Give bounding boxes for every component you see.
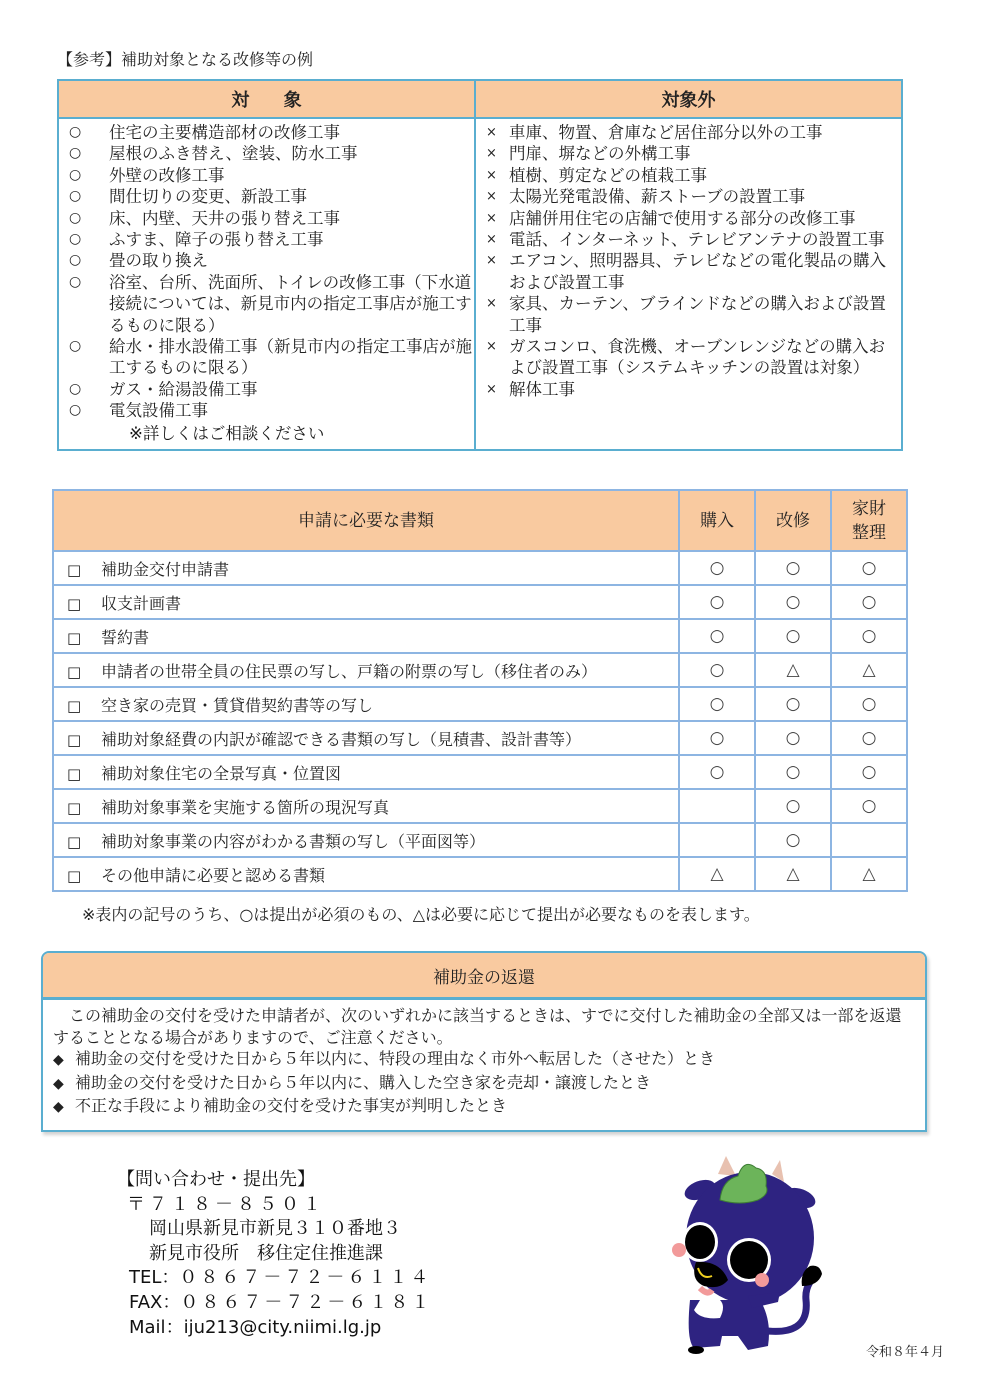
document-name-cell (53, 653, 679, 687)
circle-icon: ○ (69, 252, 82, 269)
table-row (53, 619, 907, 653)
cross-icon: × (486, 296, 497, 312)
ineligible-list (476, 119, 901, 449)
list-item: ○ 給水・排水設備工事（新見市内の指定工事店が施工するものに限る） (59, 336, 474, 379)
purchase-mark: △ (679, 857, 755, 891)
eligible-note: ※詳しくはご相談ください (129, 423, 325, 443)
document-name: 補助対象住宅の全景写真・位置図 (101, 763, 342, 783)
cross-icon: × (486, 146, 497, 162)
circle-icon: ○ (69, 338, 82, 355)
purchase-mark (679, 823, 755, 857)
circle-icon: ○ (69, 380, 82, 397)
circle-icon: ○ (69, 231, 82, 248)
list-item: × 電話、インターネット、テレビアンテナの設置工事 (476, 229, 901, 250)
purchase-mark: ○ (679, 687, 755, 721)
issue-date: 令和８年４月 (866, 1345, 945, 1360)
document-name: 補助金交付申請書 (101, 559, 230, 579)
list-item: × 車庫、物置、倉庫など居住部分以外の工事 (476, 122, 901, 143)
document-name: 補助対象事業を実施する箇所の現況写真 (101, 797, 390, 817)
renovation-mark: ○ (755, 585, 831, 619)
header-household: 家財 整理 (831, 490, 907, 551)
repayment-intro: この補助金の交付を受けた申請者が、次のいずれかに該当するときは、すでに交付した補助金の全部又は一部を返還することとなる場合がありますので、ご注意ください。 (53, 1006, 902, 1047)
reference-table (57, 79, 903, 451)
circle-icon: ○ (69, 145, 82, 162)
checkbox-icon[interactable]: □ (67, 798, 82, 817)
address: 岡山県新見市新見３１０番地３ (149, 1218, 401, 1240)
repayment-title: 補助金の返還 (43, 953, 925, 1000)
document-name: 補助対象経費の内訳が確認できる書類の写し（見積書、設計書等） (101, 729, 582, 749)
cross-icon: × (486, 232, 497, 248)
circle-icon: ○ (69, 188, 82, 205)
purchase-mark: ○ (679, 551, 755, 585)
mascot-cheek-left (672, 1243, 686, 1257)
list-item: ○ 住宅の主要構造部材の改修工事 (59, 122, 474, 143)
diamond-icon: ◆ (53, 1052, 64, 1069)
renovation-mark: ○ (755, 721, 831, 755)
checkbox-icon[interactable]: □ (67, 560, 82, 579)
postal-code: 〒７１８－８５０１ (127, 1193, 325, 1215)
household-mark: △ (831, 653, 907, 687)
cross-icon: × (486, 167, 497, 183)
circle-icon: ○ (69, 273, 82, 290)
list-item: × 植樹、剪定などの植栽工事 (476, 165, 901, 186)
checkbox-icon[interactable]: □ (67, 764, 82, 783)
list-item: ◆ 補助金の交付を受けた日から５年以内に、特段の理由なく市外へ転居した（させた）とき (53, 1048, 913, 1072)
cross-icon: × (486, 125, 497, 140)
repayment-body (43, 1000, 925, 1119)
document-name: 収支計画書 (101, 593, 182, 613)
household-mark: ○ (831, 789, 907, 823)
table-row (53, 857, 907, 891)
checkbox-icon[interactable]: □ (67, 832, 82, 851)
cross-icon: × (486, 381, 497, 397)
purchase-mark: ○ (679, 755, 755, 789)
list-item: ○ 浴室、台所、洗面所、トイレの改修工事（下水道接続については、新見市内の指定工事店が施工するものに限る） (59, 272, 474, 336)
document-name-cell (53, 619, 679, 653)
household-mark: ○ (831, 721, 907, 755)
mail-link[interactable]: iju213@city.niimi.lg.jp (183, 1316, 382, 1338)
documents-legend-note: ※表内の記号のうち、○は提出が必須のもの、△は必要に応じて提出が必要なものを表します。 (82, 905, 760, 924)
purchase-mark: ○ (679, 585, 755, 619)
document-name-cell (53, 721, 679, 755)
list-item: ○ ガス・給湯設備工事 (59, 379, 474, 400)
household-mark (831, 823, 907, 857)
fax-line: FAX：０８６７－７２－６１８１ (129, 1291, 433, 1313)
cross-icon: × (486, 189, 497, 205)
table-row (53, 789, 907, 823)
checkbox-icon[interactable]: □ (67, 866, 82, 885)
household-mark: ○ (831, 551, 907, 585)
document-name-cell (53, 857, 679, 891)
table-row (53, 687, 907, 721)
document-name: その他申請に必要と認める書類 (101, 865, 326, 885)
checkbox-icon[interactable]: □ (67, 696, 82, 715)
tel-line: TEL：０８６７－７２－６１１４ (129, 1267, 432, 1289)
table-row (53, 551, 907, 585)
renovation-mark: ○ (755, 551, 831, 585)
contact-block (117, 1168, 432, 1340)
required-documents-table (52, 489, 908, 892)
list-item: × 解体工事 (476, 379, 901, 400)
renovation-mark: ○ (755, 687, 831, 721)
table-row (53, 653, 907, 687)
document-name-cell (53, 585, 679, 619)
office-name: 新見市役所 移住定住推進課 (149, 1242, 383, 1264)
tel-number[interactable]: ０８６７－７２－６１１４ (179, 1267, 432, 1289)
document-name-cell (53, 789, 679, 823)
diamond-icon: ◆ (53, 1075, 64, 1092)
cross-icon: × (486, 210, 497, 226)
household-mark: ○ (831, 619, 907, 653)
header-purchase: 購入 (679, 490, 755, 551)
household-mark: ○ (831, 687, 907, 721)
cross-icon: × (486, 339, 497, 355)
list-item: ○ 電気設備工事 (59, 400, 474, 421)
checkbox-icon[interactable]: □ (67, 594, 82, 613)
list-item: × ガスコンロ、食洗機、オーブンレンジなどの購入および設置工事（システムキッチンの設置は対象） (476, 336, 901, 379)
household-mark: △ (831, 857, 907, 891)
mascot-illustration (660, 1150, 840, 1355)
mascot-cheek-right (755, 1273, 769, 1287)
repayment-box (41, 951, 927, 1132)
document-name: 補助対象事業の内容がわかる書類の写し（平面図等） (101, 831, 486, 851)
renovation-mark: ○ (755, 789, 831, 823)
circle-icon: ○ (69, 402, 82, 419)
list-item: ◆ 補助金の交付を受けた日から５年以内に、購入した空き家を売却・譲渡したとき (53, 1072, 913, 1096)
eligible-header: 対 象 (59, 81, 476, 119)
table-row (53, 585, 907, 619)
list-item: ○ ふすま、障子の張り替え工事 (59, 229, 474, 250)
renovation-mark: ○ (755, 755, 831, 789)
header-renovation: 改修 (755, 490, 831, 551)
checkbox-icon[interactable]: □ (67, 628, 82, 647)
purchase-mark: ○ (679, 721, 755, 755)
fax-number: ０８６７－７２－６１８１ (180, 1291, 433, 1313)
list-item: ○ 床、内壁、天井の張り替え工事 (59, 208, 474, 229)
household-mark: ○ (831, 755, 907, 789)
document-name-cell (53, 551, 679, 585)
document-name: 空き家の売買・賃貸借契約書等の写し (101, 695, 374, 715)
list-item: × 店舗併用住宅の店舗で使用する部分の改修工事 (476, 208, 901, 229)
circle-icon: ○ (69, 209, 82, 226)
document-name: 誓約書 (101, 627, 150, 647)
renovation-mark: ○ (755, 619, 831, 653)
list-item: × エアコン、照明器具、テレビなどの電化製品の購入および設置工事 (476, 250, 901, 293)
ineligible-header: 対象外 (476, 81, 901, 119)
household-mark: ○ (831, 585, 907, 619)
diamond-icon: ◆ (53, 1099, 64, 1116)
table-row (53, 755, 907, 789)
purchase-mark: ○ (679, 653, 755, 687)
list-item: × 門扉、塀などの外構工事 (476, 143, 901, 164)
document-name-cell (53, 755, 679, 789)
header-document-name: 申請に必要な書類 (53, 490, 679, 551)
contact-heading: 【問い合わせ・提出先】 (117, 1169, 315, 1190)
cross-icon: × (486, 253, 497, 269)
list-item: ◆ 不正な手段により補助金の交付を受けた事実が判明したとき (53, 1095, 913, 1119)
table-row (53, 721, 907, 755)
mail-line: Mail：iju213@city.niimi.lg.jp (129, 1316, 382, 1338)
document-name-cell (53, 823, 679, 857)
purchase-mark: ○ (679, 619, 755, 653)
document-name-cell (53, 687, 679, 721)
renovation-mark: ○ (755, 823, 831, 857)
circle-icon: ○ (69, 166, 82, 183)
eligible-list (59, 119, 476, 449)
list-item: ○ 畳の取り換え (59, 250, 474, 271)
renovation-mark: △ (755, 857, 831, 891)
table-row (53, 823, 907, 857)
renovation-mark: △ (755, 653, 831, 687)
document-name: 申請者の世帯全員の住民票の写し、戸籍の附票の写し（移住者のみ） (101, 661, 598, 681)
list-item: × 太陽光発電設備、薪ストーブの設置工事 (476, 186, 901, 207)
reference-title: 【参考】補助対象となる改修等の例 (57, 50, 314, 69)
list-item: ○ 間仕切りの変更、新設工事 (59, 186, 474, 207)
list-item: ○ 屋根のふき替え、塗装、防水工事 (59, 143, 474, 164)
mascot-horn-left (718, 1156, 736, 1176)
purchase-mark (679, 789, 755, 823)
circle-icon: ○ (69, 124, 82, 140)
list-item: × 家具、カーテン、ブラインドなどの購入および設置工事 (476, 293, 901, 336)
checkbox-icon[interactable]: □ (67, 730, 82, 749)
checkbox-icon[interactable]: □ (67, 662, 82, 681)
list-item: ○ 外壁の改修工事 (59, 165, 474, 186)
